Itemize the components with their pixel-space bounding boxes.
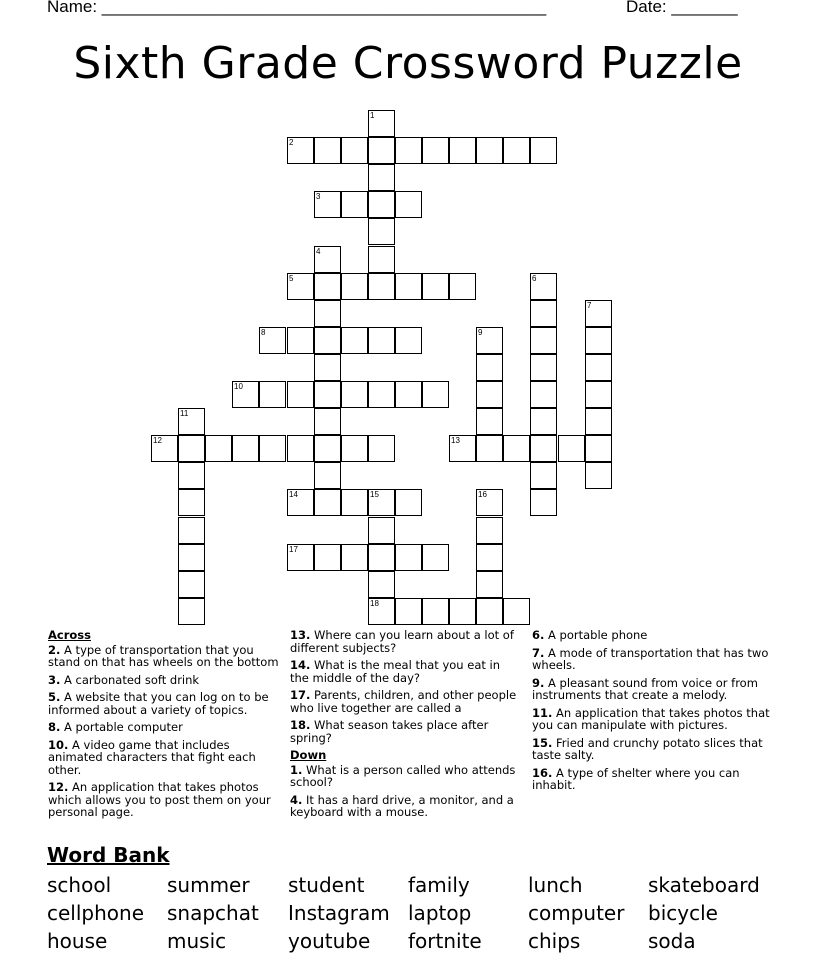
crossword-cell[interactable] [368, 110, 395, 137]
crossword-cell[interactable] [585, 408, 612, 435]
crossword-cell[interactable] [178, 408, 205, 435]
clues-column-2 [290, 629, 520, 824]
crossword-cell[interactable] [530, 300, 557, 327]
word-bank-word: soda [648, 929, 696, 953]
crossword-cell[interactable] [395, 381, 422, 408]
crossword-cell[interactable] [232, 381, 259, 408]
crossword-cell[interactable] [585, 435, 612, 462]
crossword-cell[interactable] [368, 164, 395, 191]
crossword-cell[interactable] [585, 462, 612, 489]
crossword-cell[interactable] [259, 327, 286, 354]
crossword-cell[interactable] [530, 137, 557, 164]
crossword-cell[interactable] [314, 327, 341, 354]
crossword-cell[interactable] [341, 544, 368, 571]
crossword-cell[interactable] [449, 273, 476, 300]
crossword-cell[interactable] [287, 435, 314, 462]
crossword-cell[interactable] [341, 489, 368, 516]
word-bank-word: summer [167, 873, 250, 897]
crossword-cell[interactable] [151, 435, 178, 462]
crossword-cell[interactable] [476, 408, 503, 435]
clue-down-7: 7. A mode of transportation that has two wheels. [532, 645, 769, 672]
crossword-cell[interactable] [368, 517, 395, 544]
crossword-cell[interactable] [259, 381, 286, 408]
crossword-cell[interactable] [314, 273, 341, 300]
crossword-cell[interactable] [368, 246, 395, 273]
crossword-cell[interactable] [530, 273, 557, 300]
word-bank-word: lunch [528, 873, 583, 897]
clue-number: 8 [261, 328, 266, 337]
crossword-cell[interactable] [368, 435, 395, 462]
word-bank-word: computer [528, 901, 625, 925]
crossword-cell[interactable] [395, 598, 422, 625]
word-bank-word: Instagram [288, 901, 390, 925]
crossword-cell[interactable] [314, 354, 341, 381]
crossword-cell[interactable] [530, 381, 557, 408]
clue-number: 7 [587, 301, 592, 310]
clues-column-1 [48, 629, 283, 824]
crossword-cell[interactable] [314, 408, 341, 435]
crossword-cell[interactable] [341, 327, 368, 354]
crossword-cell[interactable] [178, 489, 205, 516]
crossword-cell[interactable] [530, 462, 557, 489]
word-bank-word: chips [528, 929, 581, 953]
crossword-cell[interactable] [368, 137, 395, 164]
clue-across-17: 17. Parents, children, and other people who live together are called a [290, 688, 517, 715]
clue-across-18: 18. What season takes place after spring? [290, 718, 489, 745]
clue-number: 14 [289, 490, 298, 499]
word-bank-word: snapchat [167, 901, 259, 925]
crossword-cell[interactable] [476, 571, 503, 598]
crossword-cell[interactable] [422, 381, 449, 408]
clue-down-6: 6. A portable phone [532, 628, 648, 642]
crossword-cell[interactable] [341, 435, 368, 462]
crossword-cell[interactable] [368, 544, 395, 571]
word-bank-word: school [47, 873, 112, 897]
clue-number: 2 [289, 138, 294, 147]
crossword-cell[interactable] [476, 489, 503, 516]
page-title: Sixth Grade Crossword Puzzle [73, 38, 743, 89]
clue-down-16: 16. A type of shelter where you can inhabit. [532, 765, 740, 792]
crossword-cell[interactable] [205, 435, 232, 462]
crossword-cell[interactable] [287, 489, 314, 516]
clue-number: 13 [451, 436, 460, 445]
crossword-cell[interactable] [287, 273, 314, 300]
crossword-cell[interactable] [368, 598, 395, 625]
clue-number: 6 [532, 274, 537, 283]
crossword-cell[interactable] [422, 273, 449, 300]
crossword-cell[interactable] [314, 435, 341, 462]
name-line: Name: _______________________________________________ [47, 0, 547, 16]
crossword-cell[interactable] [341, 381, 368, 408]
clue-across-5: 5. A website that you can log on to be informed about a variety of topics. [48, 690, 269, 717]
word-bank-word: family [408, 873, 470, 897]
clues-column-3 [532, 629, 772, 797]
word-bank-word: fortnite [408, 929, 482, 953]
crossword-cell[interactable] [449, 137, 476, 164]
crossword-cell[interactable] [422, 598, 449, 625]
clue-number: 10 [234, 382, 243, 391]
clue-down-11: 11. An application that takes photos that you can manipulate with pictures. [532, 705, 770, 732]
clue-number: 5 [289, 274, 294, 283]
crossword-cell[interactable] [395, 273, 422, 300]
crossword-cell[interactable] [368, 218, 395, 245]
word-bank-word: cellphone [47, 901, 145, 925]
clue-number: 15 [370, 490, 379, 499]
crossword-cell[interactable] [585, 354, 612, 381]
crossword-cell[interactable] [476, 517, 503, 544]
crossword-cell[interactable] [314, 300, 341, 327]
clue-number: 11 [180, 409, 189, 418]
crossword-cell[interactable] [287, 544, 314, 571]
crossword-cell[interactable] [259, 435, 286, 462]
crossword-cell[interactable] [232, 435, 259, 462]
clue-down-9: 9. A pleasant sound from voice or from instruments that create a melody. [532, 675, 758, 702]
crossword-cell[interactable] [530, 435, 557, 462]
crossword-cell[interactable] [368, 273, 395, 300]
word-bank-title: Word Bank [47, 843, 170, 867]
crossword-cell[interactable] [178, 598, 205, 625]
across-heading: Across [48, 628, 91, 642]
clue-across-3: 3. A carbonated soft drink [48, 672, 200, 687]
crossword-cell[interactable] [178, 544, 205, 571]
clue-number: 4 [316, 247, 321, 256]
clue-across-12: 12. An application that takes photos which allows you to post them on your personal page. [48, 780, 271, 819]
crossword-cell[interactable] [530, 354, 557, 381]
clue-down-15: 15. Fried and crunchy potato slices that taste salty. [532, 735, 763, 762]
crossword-cell[interactable] [314, 246, 341, 273]
crossword-cell[interactable] [395, 489, 422, 516]
clue-across-2: 2. A type of transportation that you stand on that has wheels on the bottom [48, 642, 279, 669]
word-bank-word: bicycle [648, 901, 718, 925]
crossword-cell[interactable] [476, 381, 503, 408]
crossword-cell[interactable] [503, 137, 530, 164]
crossword-cell[interactable] [341, 191, 368, 218]
crossword-cell[interactable] [341, 137, 368, 164]
crossword-cell[interactable] [368, 381, 395, 408]
crossword-cell[interactable] [395, 191, 422, 218]
crossword-cell[interactable] [530, 489, 557, 516]
crossword-cell[interactable] [476, 435, 503, 462]
crossword-cell[interactable] [368, 191, 395, 218]
crossword-cell[interactable] [314, 137, 341, 164]
word-bank-word: music [167, 929, 227, 953]
crossword-cell[interactable] [287, 381, 314, 408]
crossword-cell[interactable] [476, 598, 503, 625]
clue-across-10: 10. A video game that includes animated characters that fight each other. [48, 737, 256, 777]
crossword-cell[interactable] [585, 327, 612, 354]
clue-across-13: 13. Where can you learn about a lot of different subjects? [290, 628, 514, 655]
crossword-cell[interactable] [422, 137, 449, 164]
crossword-cell[interactable] [314, 191, 341, 218]
clue-number: 17 [289, 545, 298, 554]
crossword-cell[interactable] [476, 327, 503, 354]
crossword-cell[interactable] [368, 327, 395, 354]
crossword-cell[interactable] [314, 381, 341, 408]
crossword-cell[interactable] [449, 435, 476, 462]
crossword-cell[interactable] [368, 571, 395, 598]
crossword-cell[interactable] [395, 327, 422, 354]
crossword-cell[interactable] [530, 408, 557, 435]
crossword-cell[interactable] [395, 544, 422, 571]
word-bank-word: youtube [288, 929, 371, 953]
crossword-cell[interactable] [530, 327, 557, 354]
crossword-cell[interactable] [368, 489, 395, 516]
crossword-cell[interactable] [476, 354, 503, 381]
word-bank-word: laptop [408, 901, 472, 925]
crossword-cell[interactable] [395, 137, 422, 164]
clue-number: 1 [370, 111, 375, 120]
crossword-cell[interactable] [178, 435, 205, 462]
crossword-cell[interactable] [178, 571, 205, 598]
crossword-cell[interactable] [476, 544, 503, 571]
clue-down-1: 1. What is a person called who attends school? [290, 762, 516, 789]
crossword-cell[interactable] [287, 327, 314, 354]
crossword-cell[interactable] [503, 598, 530, 625]
down-heading: Down [290, 748, 327, 762]
crossword-cell[interactable] [314, 462, 341, 489]
crossword-cell[interactable] [585, 300, 612, 327]
word-bank-word: house [47, 929, 108, 953]
crossword-cell[interactable] [314, 544, 341, 571]
crossword-cell[interactable] [585, 381, 612, 408]
clue-down-4: 4. It has a hard drive, a monitor, and a keyboard with a mouse. [290, 792, 514, 819]
crossword-cell[interactable] [178, 517, 205, 544]
crossword-cell[interactable] [287, 137, 314, 164]
clue-across-14: 14. What is the meal that you eat in the middle of the day? [290, 658, 501, 685]
crossword-cell[interactable] [503, 435, 530, 462]
clue-number: 9 [478, 328, 483, 337]
crossword-cell[interactable] [178, 462, 205, 489]
crossword-cell[interactable] [476, 137, 503, 164]
crossword-cell[interactable] [558, 435, 585, 462]
crossword-cell[interactable] [422, 544, 449, 571]
clue-number: 16 [478, 490, 487, 499]
crossword-cell[interactable] [449, 598, 476, 625]
clue-number: 18 [370, 599, 379, 608]
word-bank-word: student [288, 873, 365, 897]
crossword-cell[interactable] [314, 489, 341, 516]
clue-number: 3 [316, 192, 321, 201]
clue-across-8: 8. A portable computer [48, 720, 183, 734]
clue-number: 12 [153, 436, 162, 445]
date-line: Date: _______ [626, 0, 738, 16]
word-bank-word: skateboard [648, 873, 760, 897]
crossword-cell[interactable] [341, 273, 368, 300]
